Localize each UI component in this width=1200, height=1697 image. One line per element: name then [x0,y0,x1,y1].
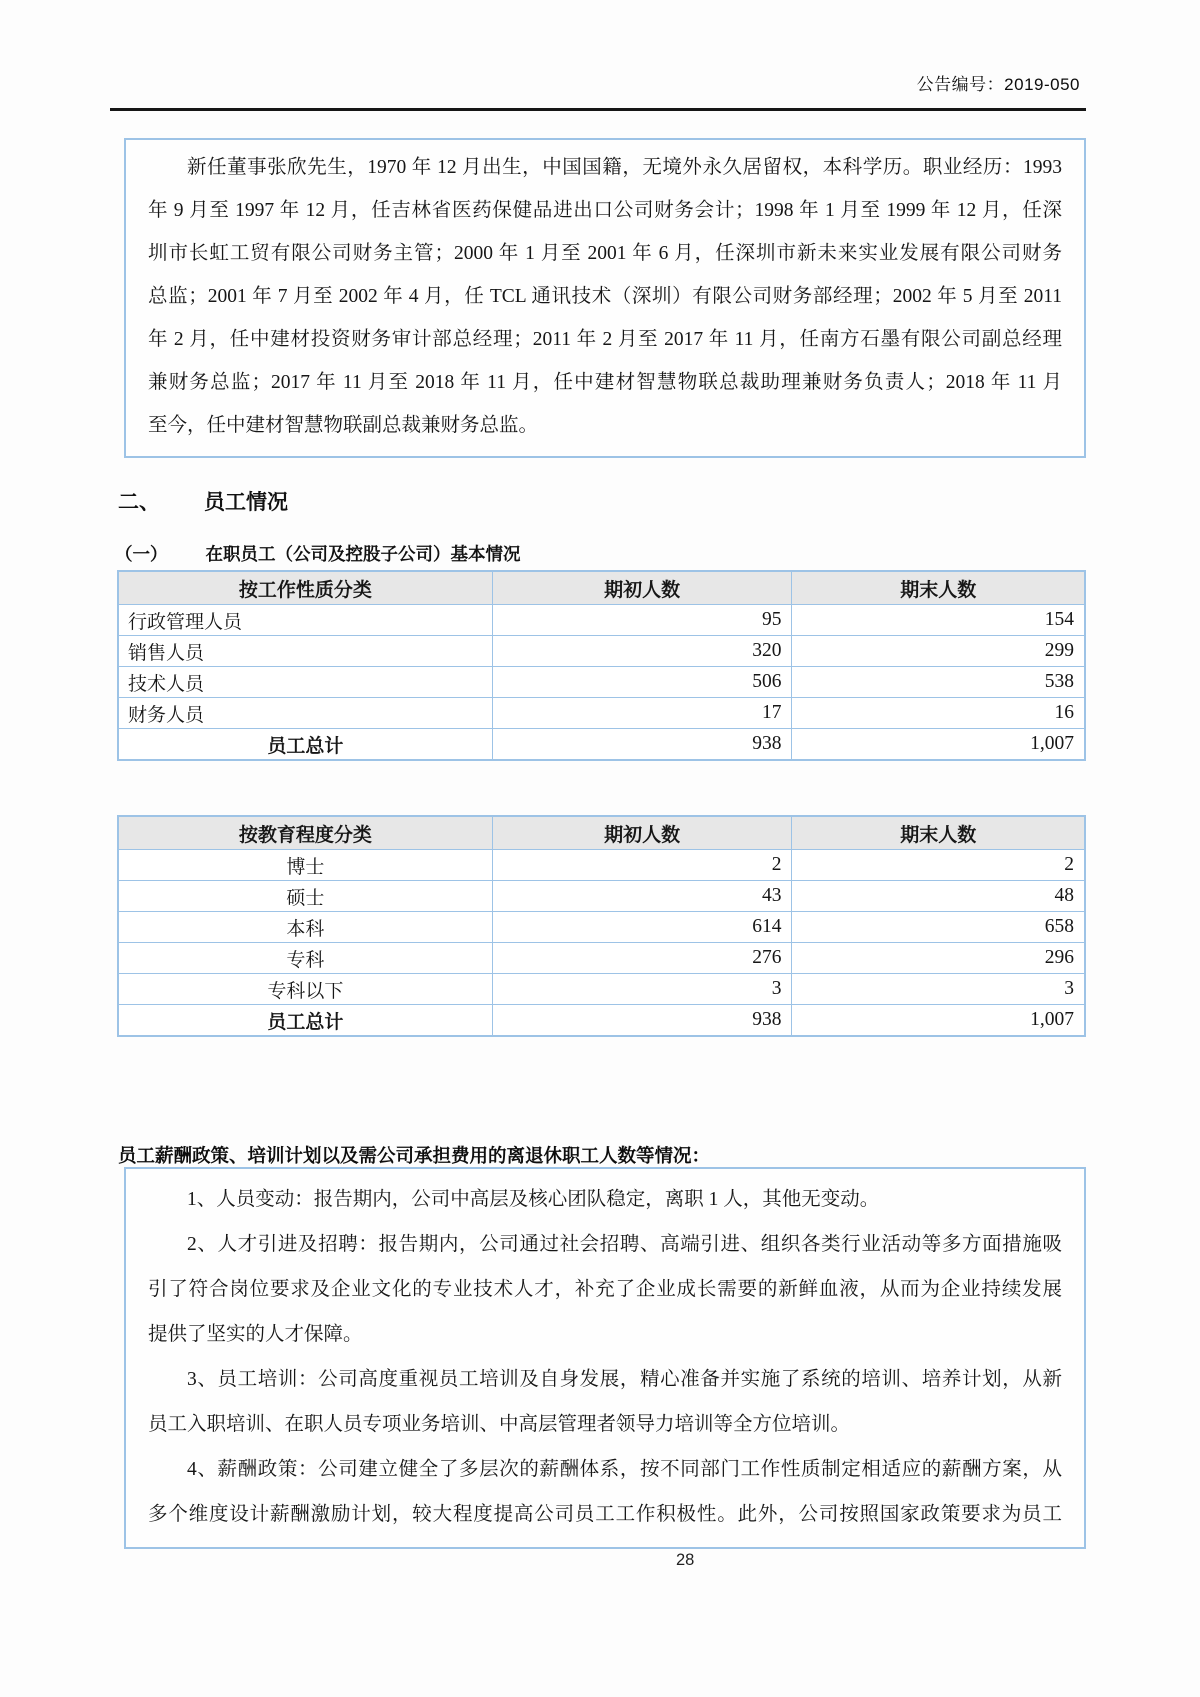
start-count: 320 [492,636,792,667]
bio-line: 兼财务总监；2017 年 11 月至 2018 年 11 月，任中建材智慧物联总裁助理兼财务负责人；2018 年 11 月 [148,372,1062,393]
policy-line: 员工入职培训、在职人员专项业务培训、中高层管理者领导力培训等全方位培训。 [148,1414,851,1435]
row-label: 专科以下 [118,974,492,1005]
column-header: 按教育程度分类 [118,816,492,850]
end-count: 16 [792,698,1085,729]
end-count: 48 [792,881,1085,912]
end-count: 296 [792,943,1085,974]
subsection-heading [115,541,521,566]
end-count: 538 [792,667,1085,698]
table-row [118,698,1085,729]
end-count: 2 [792,850,1085,881]
start-count: 276 [492,943,792,974]
policy-line: 4、薪酬政策：公司建立健全了多层次的薪酬体系，按不同部门工作性质制定相适应的薪酬方案，从 [187,1459,1062,1480]
bio-line: 总监；2001 年 7 月至 2002 年 4 月，任 TCL 通讯技术（深圳）有限公司财务部经理；2002 年 5 月至 2011 [148,286,1062,307]
subsection-title: 在职员工（公司及控股子公司）基本情况 [205,544,521,564]
row-label: 销售人员 [118,636,492,667]
column-header: 按工作性质分类 [118,571,492,605]
section-heading [118,486,288,516]
start-count: 614 [492,912,792,943]
total-label: 员工总计 [118,1005,492,1037]
row-label: 专科 [118,943,492,974]
end-count: 154 [792,605,1085,636]
total-start-count: 938 [492,1005,792,1037]
table-row [118,636,1085,667]
column-header: 期初人数 [492,816,792,850]
row-label: 硕士 [118,881,492,912]
table-total-row [118,729,1085,761]
bio-line: 新任董事张欣先生，1970 年 12 月出生，中国国籍，无境外永久居留权，本科学历。职业经历：1993 [187,157,1062,178]
total-end-count: 1,007 [792,1005,1085,1037]
policy-line: 引了符合岗位要求及企业文化的专业技术人才，补充了企业成长需要的新鲜血液，从而为企业持续发展 [148,1279,1062,1300]
table-row [118,912,1085,943]
bio-line: 圳市长虹工贸有限公司财务主管；2000 年 1 月至 2001 年 6 月，任深圳市新未来实业发展有限公司财务 [148,243,1062,264]
column-header: 期末人数 [792,571,1085,605]
table-row [118,943,1085,974]
table-row [118,667,1085,698]
column-header: 期初人数 [492,571,792,605]
header-rule [110,108,1086,111]
policy-line: 提供了坚实的人才保障。 [148,1324,363,1345]
section-title: 员工情况 [204,491,288,514]
start-count: 3 [492,974,792,1005]
total-label: 员工总计 [118,729,492,761]
subsection-number: （一） [115,544,168,564]
policy-line: 1、人员变动：报告期内，公司中高层及核心团队稳定，离职 1 人，其他无变动。 [187,1189,880,1210]
section-number: 二、 [118,491,160,514]
table-by-job-type [117,570,1086,761]
bio-line: 年 2 月，任中建材投资财务审计部总经理；2011 年 2 月至 2017 年 11 月，任南方石墨有限公司副总经理 [148,329,1062,350]
row-label: 财务人员 [118,698,492,729]
start-count: 95 [492,605,792,636]
row-label: 技术人员 [118,667,492,698]
policy-line: 多个维度设计薪酬激励计划，较大程度提高公司员工工作积极性。此外，公司按照国家政策要求为员工 [148,1504,1062,1525]
column-header: 期末人数 [792,816,1085,850]
table-by-education [117,815,1086,1037]
doc-number: 公告编号：2019-050 [916,75,1080,94]
end-count: 299 [792,636,1085,667]
table-row [118,605,1085,636]
start-count: 17 [492,698,792,729]
policy-box [124,1167,1086,1549]
policy-line: 2、人才引进及招聘：报告期内，公司通过社会招聘、高端引进、组织各类行业活动等多方面措施吸 [187,1234,1062,1255]
table-row [118,881,1085,912]
table-row [118,974,1085,1005]
total-start-count: 938 [492,729,792,761]
director-bio-box [124,138,1086,458]
table-total-row [118,1005,1085,1037]
policy-line: 3、员工培训：公司高度重视员工培训及自身发展，精心准备并实施了系统的培训、培养计划，从新 [187,1369,1062,1390]
start-count: 43 [492,881,792,912]
bio-line: 年 9 月至 1997 年 12 月，任吉林省医药保健品进出口公司财务会计；1998 年 1 月至 1999 年 12 月，任深 [148,200,1062,221]
bio-line: 至今，任中建材智慧物联副总裁兼财务总监。 [148,415,539,436]
row-label: 行政管理人员 [118,605,492,636]
table-header-row [118,816,1085,850]
row-label: 本科 [118,912,492,943]
table-row [118,850,1085,881]
start-count: 506 [492,667,792,698]
table-header-row [118,571,1085,605]
start-count: 2 [492,850,792,881]
end-count: 3 [792,974,1085,1005]
page-number: 28 [676,1551,695,1569]
row-label: 博士 [118,850,492,881]
total-end-count: 1,007 [792,729,1085,761]
policy-heading: 员工薪酬政策、培训计划以及需公司承担费用的离退休职工人数等情况： [118,1145,711,1166]
end-count: 658 [792,912,1085,943]
